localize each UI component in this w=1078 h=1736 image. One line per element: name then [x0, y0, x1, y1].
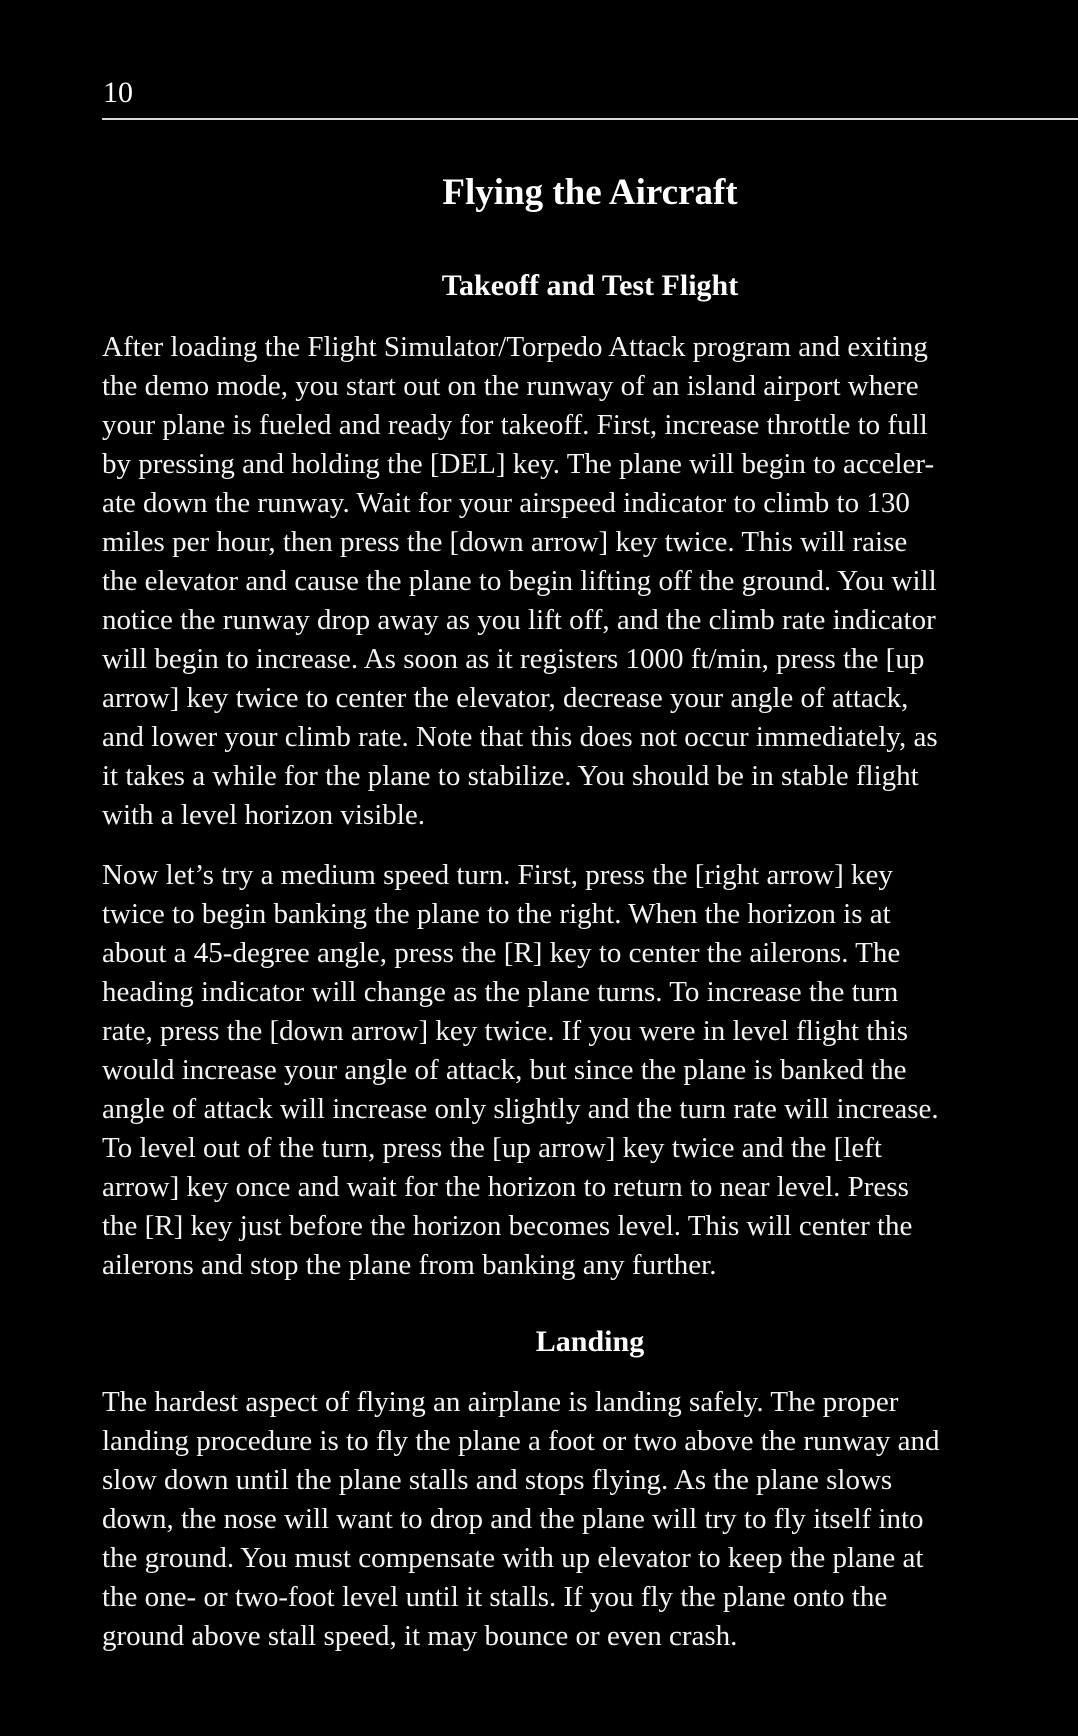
text-line: about a 45-degree angle, press the [R] key to center the ailerons. The	[102, 937, 901, 969]
text-line: the demo mode, you start out on the runway of an island airport where	[102, 370, 919, 402]
text-line: ailerons and stop the plane from banking any further.	[102, 1249, 717, 1281]
text-line: To level out of the turn, press the [up arrow] key twice and the [left	[102, 1132, 882, 1164]
text-line: notice the runway drop away as you lift off, and the climb rate indicator	[102, 604, 936, 636]
text-line: and lower your climb rate. Note that this does not occur immediately, as	[102, 721, 938, 753]
text-line: the elevator and cause the plane to begin lifting off the ground. You will	[102, 565, 937, 597]
text-line: The hardest aspect of flying an airplane is landing safely. The proper	[102, 1386, 899, 1418]
text-line: down, the nose will want to drop and the plane will try to fly itself into	[102, 1503, 924, 1535]
text-line: miles per hour, then press the [down arrow] key twice. This will raise	[102, 526, 908, 558]
paragraph-takeoff	[102, 328, 1078, 835]
text-line: After loading the Flight Simulator/Torpedo Attack program and exiting	[102, 331, 928, 363]
text-line: ground above stall speed, it may bounce or even crash.	[102, 1620, 738, 1652]
text-line: arrow] key once and wait for the horizon to return to near level. Press	[102, 1171, 909, 1203]
text-line: slow down until the plane stalls and stops flying. As the plane slows	[102, 1464, 893, 1496]
chapter-title: Flying the Aircraft	[442, 172, 738, 213]
paragraph-landing	[102, 1383, 1078, 1656]
text-line: rate, press the [down arrow] key twice. If you were in level flight this	[102, 1015, 909, 1047]
header-rule	[102, 118, 1078, 120]
text-line: twice to begin banking the plane to the right. When the horizon is at	[102, 898, 891, 930]
text-line: by pressing and holding the [DEL] key. The plane will begin to acceler-	[102, 448, 935, 480]
page-number: 10	[103, 76, 133, 109]
text-line: will begin to increase. As soon as it registers 1000 ft/min, press the [up	[102, 643, 925, 675]
text-line: ate down the runway. Wait for your airspeed indicator to climb to 130	[102, 487, 910, 519]
text-line: the [R] key just before the horizon becomes level. This will center the	[102, 1210, 913, 1242]
text-line: landing procedure is to fly the plane a foot or two above the runway and	[102, 1425, 940, 1457]
text-line: it takes a while for the plane to stabilize. You should be in stable flight	[102, 760, 919, 792]
text-line: arrow] key twice to center the elevator, decrease your angle of attack,	[102, 682, 909, 714]
text-line: heading indicator will change as the plane turns. To increase the turn	[102, 976, 899, 1008]
text-line: would increase your angle of attack, but since the plane is banked the	[102, 1054, 907, 1086]
text-line: Now let’s try a medium speed turn. First, press the [right arrow] key	[102, 859, 893, 891]
text-line: the one- or two-foot level until it stalls. If you fly the plane onto the	[102, 1581, 888, 1613]
section-heading-takeoff: Takeoff and Test Flight	[441, 269, 739, 302]
text-line: angle of attack will increase only slightly and the turn rate will increase.	[102, 1093, 939, 1125]
section-heading-landing: Landing	[535, 1325, 645, 1358]
text-line: your plane is fueled and ready for takeoff. First, increase throttle to full	[102, 409, 928, 441]
text-line: with a level horizon visible.	[102, 799, 425, 831]
text-line: the ground. You must compensate with up elevator to keep the plane at	[102, 1542, 924, 1574]
paragraph-turn	[102, 856, 1078, 1285]
